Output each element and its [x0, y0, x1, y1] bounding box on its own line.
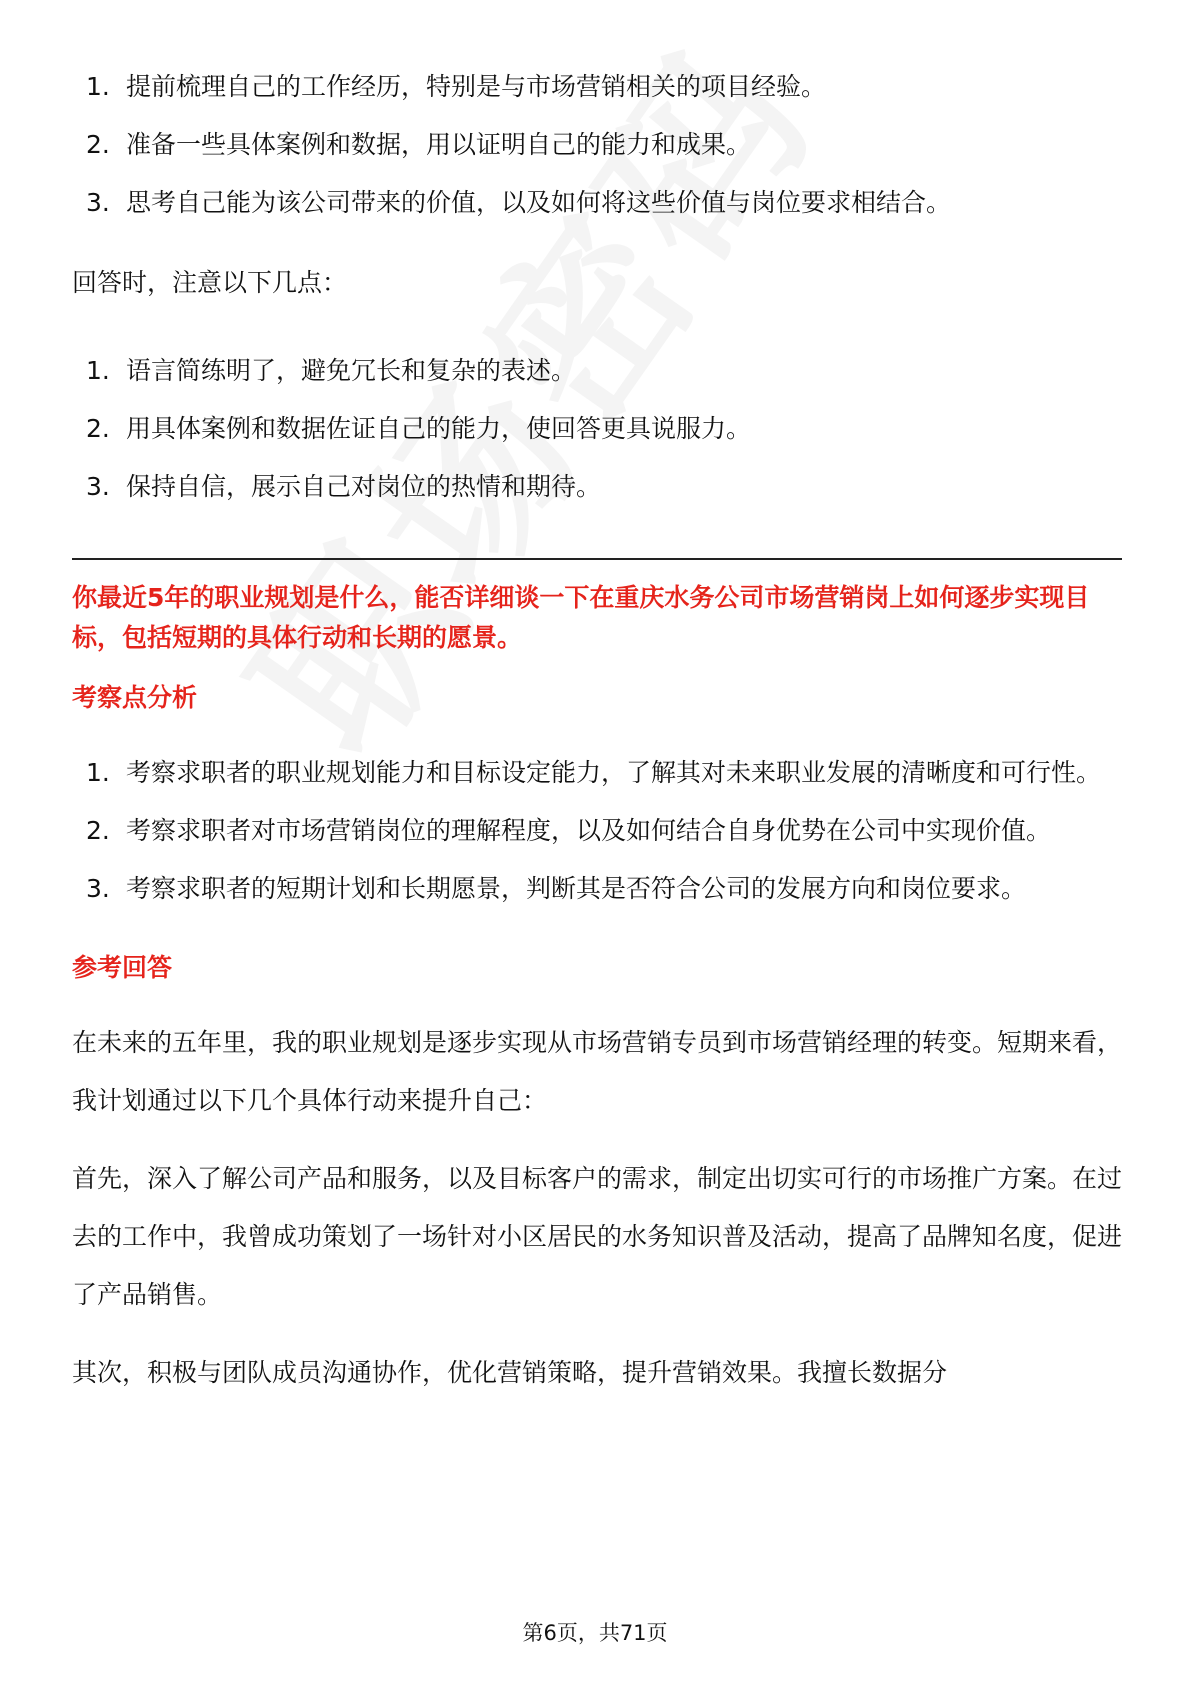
list-item: 3. 考察求职者的短期计划和长期愿景，判断其是否符合公司的发展方向和岗位要求。	[86, 874, 1027, 903]
list-item: 2. 考察求职者对市场营销岗位的理解程度，以及如何结合自身优势在公司中实现价值。	[86, 816, 1052, 845]
list-item-text: 考察求职者的短期计划和长期愿景，判断其是否符合公司的发展方向和岗位要求。	[126, 874, 1027, 903]
list-item-text: 考察求职者对市场营销岗位的理解程度，以及如何结合自身优势在公司中实现价值。	[126, 816, 1052, 845]
reference-answer-heading: 参考回答	[72, 953, 173, 982]
list-item-text: 准备一些具体案例和数据，用以证明自己的能力和成果。	[126, 130, 752, 159]
reference-paragraph: 在未来的五年里，我的职业规划是逐步实现从市场营销专员到市场营销经理的转变。短期来看，我计划通过以下几个具体行动来提升自己：	[72, 1028, 1123, 1115]
list-item: 3. 保持自信，展示自己对岗位的热情和期待。	[86, 472, 602, 501]
list-item-text: 语言简练明了，避免冗长和复杂的表述。	[126, 356, 577, 385]
list-item: 2. 用具体案例和数据佐证自己的能力，使回答更具说服力。	[86, 414, 752, 443]
analysis-heading: 考察点分析	[72, 683, 198, 712]
list-item: 1. 考察求职者的职业规划能力和目标设定能力，了解其对未来职业发展的清晰度和可行性。	[86, 758, 1102, 787]
reference-paragraph: 首先，深入了解公司产品和服务，以及目标客户的需求，制定出切实可行的市场推广方案。在过去的工作中，我曾成功策划了一场针对小区居民的水务知识普及活动，提高了品牌知名度，促进了产品销售。	[72, 1164, 1123, 1309]
section-divider	[72, 558, 1122, 560]
reference-paragraph: 其次，积极与团队成员沟通协作，优化营销策略，提升营销效果。我擅长数据分	[72, 1358, 948, 1387]
list-item: 3. 思考自己能为该公司带来的价值，以及如何将这些价值与岗位要求相结合。	[86, 188, 952, 217]
list-item: 2. 准备一些具体案例和数据，用以证明自己的能力和成果。	[86, 130, 752, 159]
document-body	[72, 58, 1122, 1402]
list-item-text: 提前梳理自己的工作经历，特别是与市场营销相关的项目经验。	[126, 72, 827, 101]
list-item-text: 思考自己能为该公司带来的价值，以及如何将这些价值与岗位要求相结合。	[126, 188, 952, 217]
page-footer: 第6页，共71页	[522, 1621, 668, 1645]
list-item: 1. 语言简练明了，避免冗长和复杂的表述。	[86, 356, 577, 385]
list-item: 1. 提前梳理自己的工作经历，特别是与市场营销相关的项目经验。	[86, 72, 827, 101]
list-item-text: 考察求职者的职业规划能力和目标设定能力，了解其对未来职业发展的清晰度和可行性。	[126, 758, 1102, 787]
interview-question: 你最近5年的职业规划是什么，能否详细谈一下在重庆水务公司市场营销岗上如何逐步实现目标，包括短期的具体行动和长期的愿景。	[72, 583, 1090, 652]
analysis-points-list	[72, 744, 1122, 918]
answer-tips-list	[72, 342, 1122, 516]
answer-tip-intro: 回答时，注意以下几点：	[72, 268, 348, 297]
list-item-text: 用具体案例和数据佐证自己的能力，使回答更具说服力。	[126, 414, 752, 443]
list-item-text: 保持自信，展示自己对岗位的热情和期待。	[126, 472, 602, 501]
prep-list	[72, 58, 1122, 232]
